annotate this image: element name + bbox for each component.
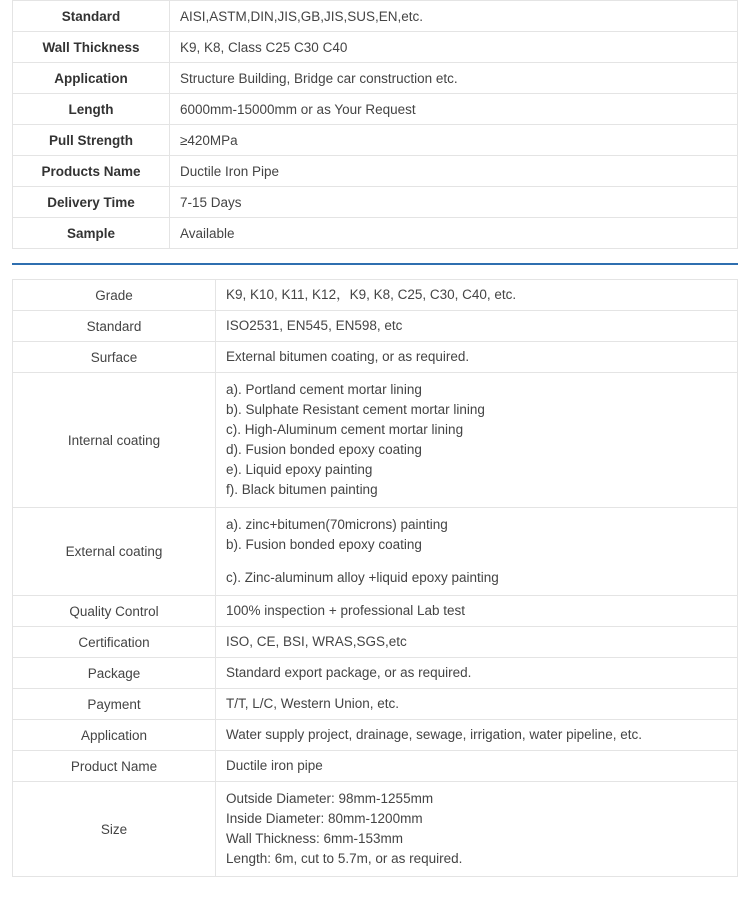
detail-table-body (13, 280, 738, 877)
detail-row-label: Product Name (13, 751, 216, 782)
spec-row-value: ≥420MPa (170, 125, 738, 156)
detail-row-value-line: a). Portland cement mortar lining (226, 382, 422, 397)
spec-row-label: Length (13, 94, 170, 125)
table-row (13, 596, 738, 627)
table-row (13, 156, 738, 187)
table-row (13, 1, 738, 32)
detail-row-value (216, 720, 738, 751)
table-row (13, 627, 738, 658)
detail-row-value (216, 508, 738, 596)
detail-row-value-line: ISO, CE, BSI, WRAS,SGS,etc (226, 634, 407, 649)
detail-row-value-line: ISO2531, EN545, EN598, etc (226, 318, 403, 333)
spec-row-label: Wall Thickness (13, 32, 170, 63)
detail-row-value (216, 373, 738, 508)
table-row (13, 782, 738, 877)
detail-row-value (216, 782, 738, 877)
spec-row-value: AISI,ASTM,DIN,JIS,GB,JIS,SUS,EN,etc. (170, 1, 738, 32)
detail-row-label: Surface (13, 342, 216, 373)
detail-row-value-line: f). Black bitumen painting (226, 482, 378, 497)
detail-row-label: Quality Control (13, 596, 216, 627)
detail-row-label: Payment (13, 689, 216, 720)
detail-row-label: Grade (13, 280, 216, 311)
detail-row-value (216, 596, 738, 627)
table-row (13, 311, 738, 342)
table-row (13, 187, 738, 218)
table-row (13, 94, 738, 125)
detail-row-value (216, 627, 738, 658)
table-row (13, 280, 738, 311)
detail-row-value-line: Inside Diameter: 80mm-1200mm (226, 811, 423, 826)
spec-row-value: K9, K8, Class C25 C30 C40 (170, 32, 738, 63)
detail-row-value-line: K9, K10, K11, K12，K9, K8, C25, C30, C40, etc. (226, 287, 517, 302)
table-row (13, 751, 738, 782)
detail-row-value-line: d). Fusion bonded epoxy coating (226, 442, 422, 457)
detail-row-label: Internal coating (13, 373, 216, 508)
detail-row-value-line: b). Fusion bonded epoxy coating (226, 537, 422, 552)
detail-row-value-line: b). Sulphate Resistant cement mortar lining (226, 402, 485, 417)
spec-row-label: Delivery Time (13, 187, 170, 218)
detail-row-value (216, 280, 738, 311)
specification-table (12, 0, 738, 249)
spec-row-label: Standard (13, 1, 170, 32)
detail-row-value-line: 100% inspection + professional Lab test (226, 603, 466, 618)
detail-row-value-line: Wall Thickness: 6mm-153mm (226, 831, 404, 846)
detail-row-label: Application (13, 720, 216, 751)
section-divider (12, 263, 738, 265)
table-row (13, 508, 738, 596)
spec-row-value: Available (170, 218, 738, 249)
table-row (13, 63, 738, 94)
spec-row-value: 7-15 Days (170, 187, 738, 218)
detail-row-value-line: c). High-Aluminum cement mortar lining (226, 422, 464, 437)
spec-row-label: Products Name (13, 156, 170, 187)
detail-row-value-line: Standard export package, or as required. (226, 665, 472, 680)
spec-row-label: Application (13, 63, 170, 94)
detail-row-value (216, 342, 738, 373)
table-row (13, 32, 738, 63)
detail-row-value-line: Ductile iron pipe (226, 758, 323, 773)
detail-row-value-line: External bitumen coating, or as required. (226, 349, 470, 364)
detail-row-value-line: Water supply project, drainage, sewage, irrigation, water pipeline, etc. (226, 727, 642, 742)
detail-row-label: Size (13, 782, 216, 877)
detail-row-label: External coating (13, 508, 216, 596)
spec-row-value: 6000mm-15000mm or as Your Request (170, 94, 738, 125)
detail-row-value-line: a). zinc+bitumen(70microns) painting (226, 517, 448, 532)
detail-row-label: Standard (13, 311, 216, 342)
table-row (13, 125, 738, 156)
table-row (13, 342, 738, 373)
detail-row-label: Package (13, 658, 216, 689)
detail-row-value (216, 751, 738, 782)
detail-row-value (216, 658, 738, 689)
table-row (13, 218, 738, 249)
detail-row-value-line: c). Zinc-aluminum alloy +liquid epoxy painting (226, 570, 499, 585)
table-row (13, 720, 738, 751)
detail-table (12, 279, 738, 877)
specification-table-body (13, 1, 738, 249)
detail-row-value-line: e). Liquid epoxy painting (226, 462, 373, 477)
table-row (13, 689, 738, 720)
spec-row-value: Structure Building, Bridge car construction etc. (170, 63, 738, 94)
detail-row-value (216, 311, 738, 342)
detail-row-value-line: Outside Diameter: 98mm-1255mm (226, 791, 434, 806)
spec-row-value: Ductile Iron Pipe (170, 156, 738, 187)
spec-row-label: Pull Strength (13, 125, 170, 156)
detail-row-label: Certification (13, 627, 216, 658)
table-row (13, 373, 738, 508)
spec-row-label: Sample (13, 218, 170, 249)
detail-row-value-line: T/T, L/C, Western Union, etc. (226, 696, 400, 711)
table-row (13, 658, 738, 689)
detail-row-value (216, 689, 738, 720)
section-divider-wrapper (0, 249, 750, 279)
detail-row-value-line: Length: 6m, cut to 5.7m, or as required. (226, 851, 463, 866)
